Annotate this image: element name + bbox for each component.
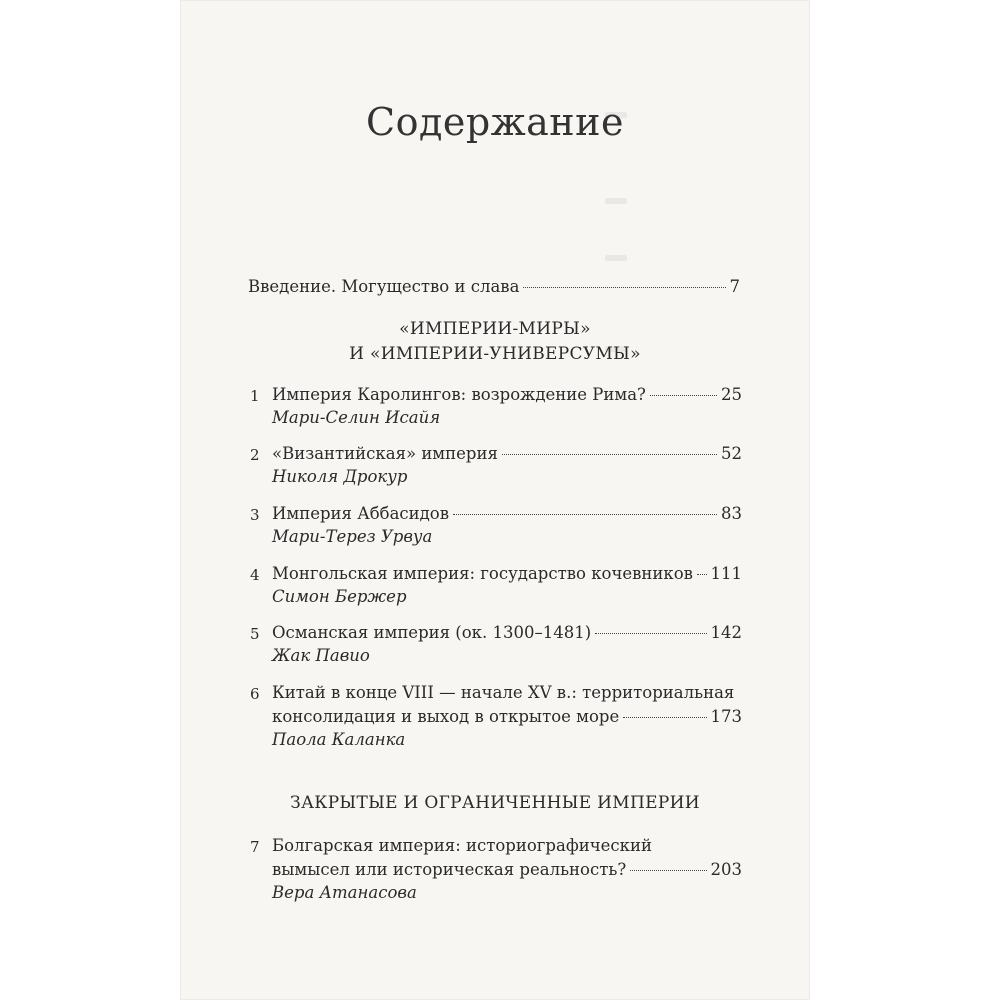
toc-entry-title: Введение. Могущество и слава bbox=[248, 277, 520, 296]
dot-leader bbox=[502, 454, 717, 455]
toc-page-number: 142 bbox=[710, 623, 742, 642]
dot-leader bbox=[623, 717, 706, 718]
bleed-through-mark bbox=[605, 255, 627, 261]
dot-leader bbox=[595, 633, 706, 634]
toc-page-number: 25 bbox=[721, 385, 742, 404]
toc-page-number: 52 bbox=[721, 444, 742, 463]
toc-entry-number: 6 bbox=[250, 685, 260, 703]
toc-entry-title: Империя Аббасидов bbox=[272, 504, 450, 523]
toc-entry-number: 3 bbox=[250, 506, 260, 524]
toc-entry-author: Мари-Селин Исайя bbox=[272, 408, 441, 427]
toc-entry-2[interactable] bbox=[272, 443, 742, 465]
bleed-through-mark bbox=[605, 198, 627, 204]
toc-entry-7[interactable] bbox=[272, 859, 742, 881]
toc-entry-number: 2 bbox=[250, 446, 260, 464]
dot-leader bbox=[630, 870, 706, 871]
toc-entry-title: Османская империя (ок. 1300–1481) bbox=[272, 623, 592, 642]
toc-entry-7-title-line1[interactable]: Болгарская империя: историографический bbox=[272, 836, 652, 855]
dot-leader bbox=[697, 574, 707, 575]
toc-entry-author: Николя Дрокур bbox=[272, 467, 408, 486]
toc-entry-title: Империя Каролингов: возрождение Рима? bbox=[272, 385, 646, 404]
dot-leader bbox=[523, 287, 725, 288]
toc-entry-author: Вера Атанасова bbox=[272, 883, 417, 902]
toc-entry-4[interactable] bbox=[272, 563, 742, 585]
toc-page-number: 111 bbox=[710, 564, 742, 583]
toc-entry-5[interactable] bbox=[272, 622, 742, 644]
dot-leader bbox=[650, 395, 717, 396]
toc-entry-number: 4 bbox=[250, 566, 260, 584]
toc-page-number: 203 bbox=[710, 860, 742, 879]
toc-entry-number: 5 bbox=[250, 625, 260, 643]
toc-page-number: 7 bbox=[729, 277, 740, 296]
page-title: Содержание bbox=[366, 100, 624, 144]
toc-entry-title-line2: консолидация и выход в открытое море bbox=[272, 707, 620, 726]
toc-entry-number: 1 bbox=[250, 387, 260, 405]
section-heading-1-line2: И «ИМПЕРИИ-УНИВЕРСУМЫ» bbox=[349, 344, 641, 364]
toc-entry-author: Симон Бержер bbox=[272, 587, 407, 606]
dot-leader bbox=[453, 514, 717, 515]
toc-entry-title: «Византийская» империя bbox=[272, 444, 498, 463]
toc-entry-title: Монгольская империя: государство кочевников bbox=[272, 564, 693, 583]
toc-entry-1[interactable] bbox=[272, 384, 742, 406]
toc-page-number: 173 bbox=[710, 707, 742, 726]
toc-entry-title-line2: вымысел или историческая реальность? bbox=[272, 860, 627, 879]
toc-page-number: 83 bbox=[721, 504, 742, 523]
toc-entry-intro[interactable] bbox=[248, 276, 740, 298]
toc-entry-6[interactable] bbox=[272, 706, 742, 728]
toc-entry-number: 7 bbox=[250, 838, 260, 856]
toc-entry-author: Паола Каланка bbox=[272, 730, 406, 749]
section-heading-2: ЗАКРЫТЫЕ И ОГРАНИЧЕННЫЕ ИМПЕРИИ bbox=[290, 793, 700, 813]
toc-entry-author: Жак Павио bbox=[272, 646, 370, 665]
toc-entry-6-title-line1[interactable]: Китай в конце VIII — начале XV в.: территориальная bbox=[272, 683, 735, 702]
toc-entry-author: Мари-Терез Урвуа bbox=[272, 527, 433, 546]
toc-entry-3[interactable] bbox=[272, 503, 742, 525]
section-heading-1-line1: «ИМПЕРИИ-МИРЫ» bbox=[399, 319, 591, 339]
